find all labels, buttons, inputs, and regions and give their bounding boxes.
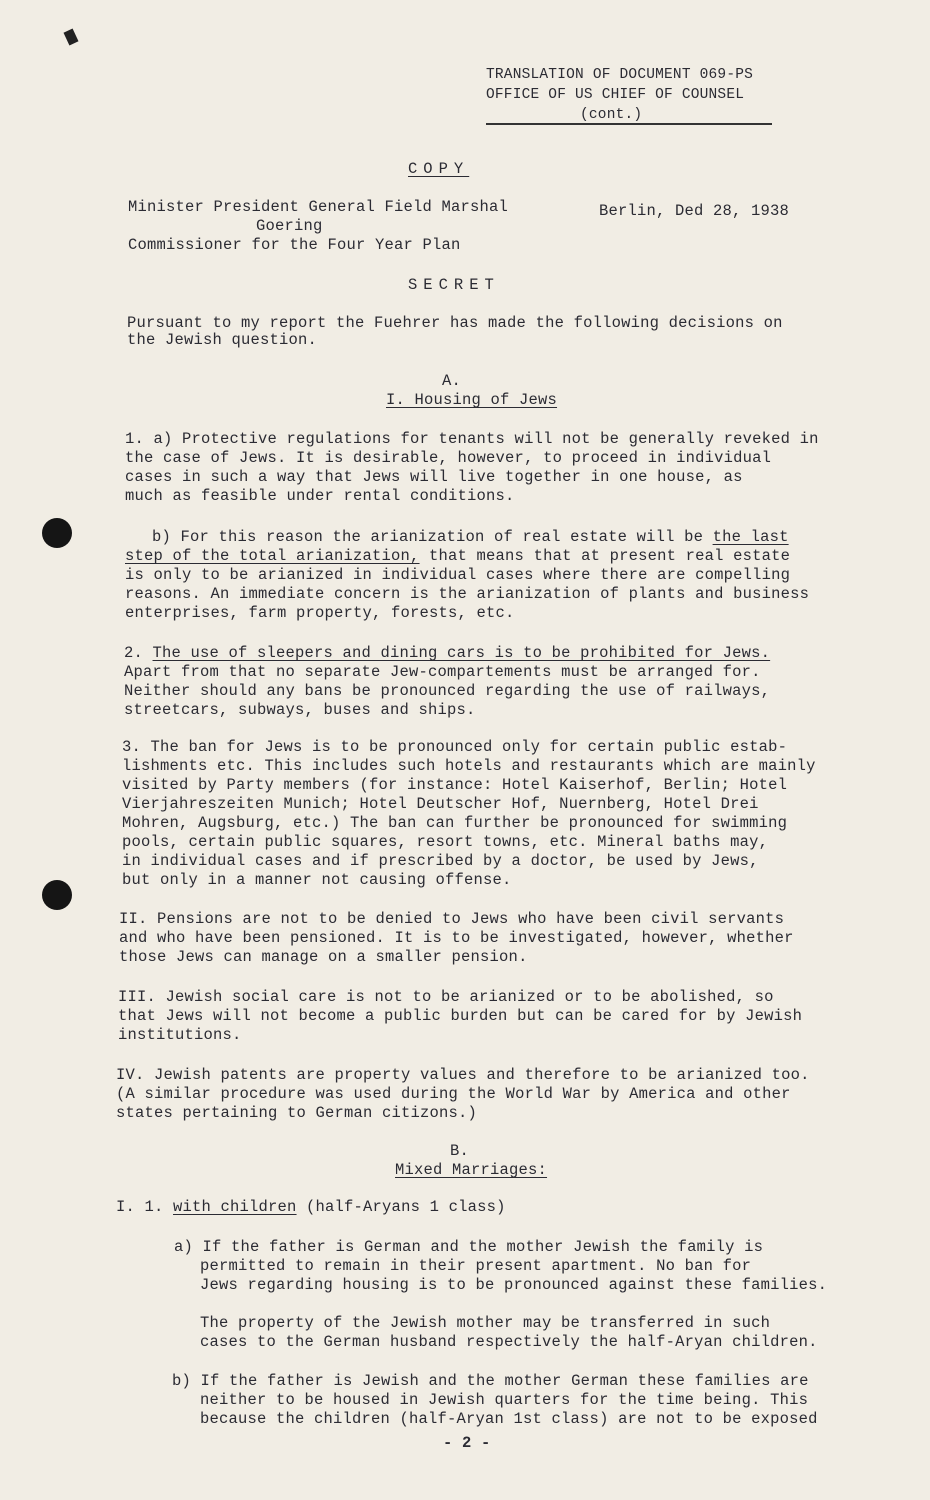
- para-III-line-3: institutions.: [118, 1026, 242, 1044]
- sender-line-1: Minister President General Field Marshal: [128, 198, 509, 216]
- para-3-line-7: in individual cases and if prescribed by a doctor, be used by Jews,: [122, 852, 759, 870]
- place-date: Berlin, Ded 28, 1938: [599, 202, 790, 220]
- para-II-line-1: II. Pensions are not to be denied to Jews who have been civil servants: [119, 910, 785, 928]
- item-a-line-2: permitted to remain in their present apartment. No ban for: [200, 1257, 752, 1275]
- para-3-line-1: 3. The ban for Jews is to be pronounced only for certain public estab-: [122, 738, 788, 756]
- para-2-underline: The use of sleepers and dining cars is to be prohibited for Jews.: [152, 644, 771, 662]
- para-1a-line-3: cases in such a way that Jews will live together in one house, as: [125, 468, 743, 486]
- section-a-title: I. Housing of Jews: [386, 391, 558, 409]
- item-a2-line-1: The property of the Jewish mother may be transferred in such: [200, 1314, 771, 1332]
- intro-line-2: the Jewish question.: [127, 331, 318, 349]
- para-III-line-1: III. Jewish social care is not to be arianized or to be abolished, so: [118, 988, 774, 1006]
- item-I1-rest: (half-Aryans 1 class): [296, 1198, 506, 1216]
- header-rule: [486, 123, 772, 125]
- header-line-3: (cont.): [580, 107, 643, 123]
- para-3-line-3: visited by Party members (for instance: Hotel Kaiserhof, Berlin; Hotel: [122, 776, 788, 794]
- para-IV-line-3: states pertaining to German citizons.): [116, 1104, 478, 1122]
- item-b-line-1: b) If the father is Jewish and the mother German these families are: [172, 1372, 809, 1390]
- header-line-1: TRANSLATION OF DOCUMENT 069-PS: [486, 67, 754, 83]
- para-IV-line-2: (A similar procedure was used during the World War by America and other: [116, 1085, 791, 1103]
- para-2-line-1: [124, 644, 770, 662]
- para-2-num: 2.: [124, 644, 153, 662]
- para-II-line-2: and who have been pensioned. It is to be investigated, however, whether: [119, 929, 794, 947]
- para-3-line-5: Mohren, Augsburg, etc.) The ban can further be pronounced for swimming: [122, 814, 788, 832]
- item-I1-underline: with children: [173, 1198, 297, 1216]
- sender-line-3: Commissioner for the Four Year Plan: [128, 236, 461, 254]
- sender-line-2: Goering: [256, 217, 323, 235]
- para-1b-line-2: [125, 547, 790, 565]
- para-3-line-4: Vierjahreszeiten Munich; Hotel Deutscher Hof, Nuernberg, Hotel Drei: [122, 795, 759, 813]
- copy-label: COPY: [408, 160, 470, 178]
- item-b-line-3: because the children (half-Aryan 1st class) are not to be exposed: [200, 1410, 818, 1428]
- para-1b-text-2: that means that at present real estate: [419, 547, 791, 565]
- para-II-line-3: those Jews can manage on a smaller pension.: [119, 948, 528, 966]
- para-IV-line-1: IV. Jewish patents are property values and therefore to be arianized too.: [116, 1066, 810, 1084]
- para-1b-line-5: enterprises, farm property, forests, etc.: [125, 604, 515, 622]
- para-1b-line-4: reasons. An immediate concern is the arianization of plants and business: [125, 585, 810, 603]
- scan-mark: [64, 29, 79, 46]
- para-1b-line-3: is only to be arianized in individual cases where there are compelling: [125, 566, 791, 584]
- punch-hole-bottom: [42, 880, 72, 910]
- para-1b-line-1: [152, 528, 789, 546]
- item-b-line-2: neither to be housed in Jewish quarters for the time being. This: [200, 1391, 809, 1409]
- page-number: - 2 -: [443, 1434, 491, 1452]
- item-a-line-3: Jews regarding housing is to be pronounced against these families.: [200, 1276, 828, 1294]
- section-b-letter: B.: [450, 1142, 470, 1160]
- para-2-line-3: Neither should any bans be pronounced regarding the use of railways,: [124, 682, 771, 700]
- item-I1: [116, 1198, 506, 1216]
- para-III-line-2: that Jews will not become a public burden but can be cared for by Jewish: [118, 1007, 803, 1025]
- intro-line-1: Pursuant to my report the Fuehrer has made the following decisions on: [127, 314, 783, 332]
- punch-hole-top: [42, 518, 72, 548]
- para-3-line-6: pools, certain public squares, resort towns, etc. Mineral baths may,: [122, 833, 769, 851]
- section-b-title: Mixed Marriages:: [395, 1161, 548, 1179]
- item-I1-prefix: I. 1.: [116, 1198, 174, 1216]
- para-2-line-4: streetcars, subways, buses and ships.: [124, 701, 476, 719]
- para-1b-underline: the last: [712, 528, 789, 546]
- para-2-line-2: Apart from that no separate Jew-compartements must be arranged for.: [124, 663, 761, 681]
- para-1b-underline-2: step of the total arianization,: [125, 547, 420, 565]
- para-1a-line-1: 1. a) Protective regulations for tenants will not be generally reveked in: [125, 430, 819, 448]
- item-a2-line-2: cases to the German husband respectively the half-Aryan children.: [200, 1333, 818, 1351]
- para-1b-text: b) For this reason the arianization of real estate will be: [152, 528, 713, 546]
- section-a-letter: A.: [442, 372, 462, 390]
- para-3-line-8: but only in a manner not causing offense.: [122, 871, 512, 889]
- para-1a-line-2: the case of Jews. It is desirable, however, to proceed in individual: [125, 449, 772, 467]
- para-1a-line-4: much as feasible under rental conditions.: [125, 487, 515, 505]
- para-3-line-2: lishments etc. This includes such hotels and restaurants which are mainly: [122, 757, 816, 775]
- header-line-2: OFFICE OF US CHIEF OF COUNSEL: [486, 87, 745, 103]
- item-a-line-1: a) If the father is German and the mother Jewish the family is: [174, 1238, 764, 1256]
- secret-label: SECRET: [408, 276, 500, 294]
